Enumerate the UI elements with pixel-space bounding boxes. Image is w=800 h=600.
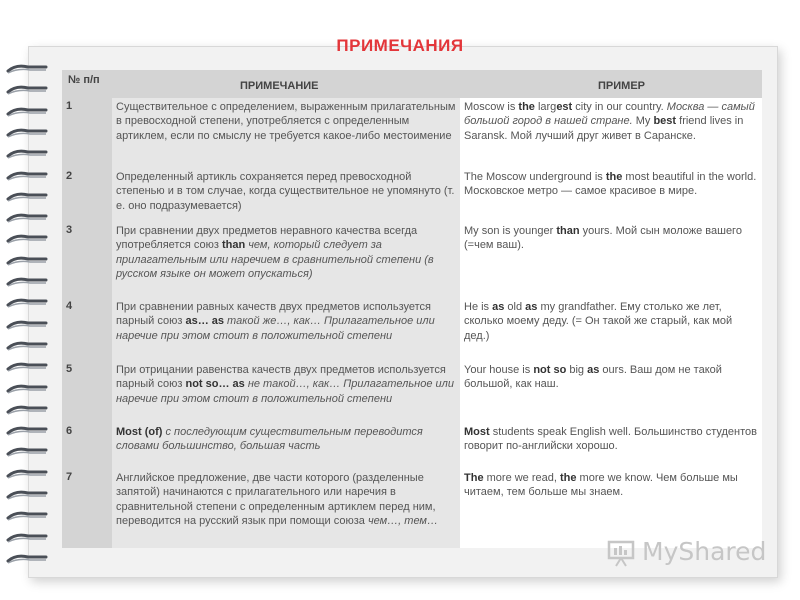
text-run: as [587, 364, 600, 376]
table-row [62, 98, 762, 168]
note-text [116, 471, 456, 529]
text-run: ours. Ваш дом не такой большой, как наш. [464, 364, 722, 391]
note-text [116, 300, 456, 343]
watermark-text: MyShared [642, 537, 767, 566]
text-run: students speak English well. Большинство студентов говорит по-английски хорошо. [464, 426, 757, 453]
text-run: The [464, 472, 484, 484]
note-text [116, 100, 456, 143]
text-run: Most (of) [116, 426, 163, 438]
spiral-ring [6, 275, 48, 287]
spiral-ring [6, 403, 48, 415]
note-text [116, 170, 456, 213]
cell-num [62, 298, 112, 361]
table-row [62, 298, 762, 361]
note-text [116, 224, 456, 282]
spiral-ring [6, 552, 48, 564]
spiral-ring [6, 296, 48, 308]
row-number: 3 [66, 224, 73, 236]
spiral-ring [6, 445, 48, 457]
text-run: my grandfather. Ему столько же лет, сколько моему деду. (= Он такой же старый, как мой дед.) [464, 301, 733, 342]
text-run: not so… as [185, 378, 245, 391]
cell-note [112, 168, 460, 222]
spiral-ring [6, 254, 48, 266]
cell-num [62, 98, 112, 168]
spiral-ring [6, 83, 48, 95]
row-number: 1 [66, 100, 73, 112]
text-run: Moscow is [464, 101, 519, 113]
watermark [606, 535, 768, 571]
text-run: city in our country. [572, 101, 667, 113]
cell-note [112, 298, 460, 361]
row-number: 6 [66, 425, 73, 437]
text-run: He is [464, 301, 493, 313]
cell-note [112, 361, 460, 423]
text-run: more we know. Чем больше мы читаем, тем больше мы знаем. [464, 472, 738, 499]
text-run: the [518, 101, 535, 113]
table-row [62, 222, 762, 298]
spiral-ring [6, 105, 48, 117]
text-run: not so [533, 364, 567, 376]
row-number: 5 [66, 363, 73, 375]
spiral-ring [6, 467, 48, 479]
text-run: чем…, тем… [367, 515, 438, 528]
example-text [464, 471, 758, 500]
text-run: чем, который следует за прилагательным или наречием в сравнительной степени (в русском языке он может опускаться) [116, 239, 434, 281]
cell-num [62, 361, 112, 423]
cell-example [460, 298, 762, 361]
text-run: Москва — самый большой город в нашей стране. [464, 101, 755, 128]
cell-example [460, 98, 762, 168]
text-run: При сравнении двух предметов неравного качества всегда употребляется союз [116, 225, 418, 252]
text-run: такой же…, как… Прилагательное или наречие при этом стоит в положительной степени [116, 315, 435, 342]
spiral-ring [6, 424, 48, 436]
text-run: as… as [185, 315, 224, 328]
example-text [464, 170, 758, 199]
cell-example [460, 361, 762, 423]
example-text [464, 100, 758, 143]
text-run: yours. Мой сын моложе вашего (=чем ваш). [464, 225, 742, 252]
text-run: friend lives in Saransk. Мой лучший друг живет в Саранске. [464, 115, 744, 142]
text-run: the [605, 171, 623, 183]
text-run: Существительное с определением, выраженным прилагательным в превосходной степени, употребляется с определенным артиклем, если по смыслу не требуется какое-либо местоимение [116, 101, 456, 142]
spiral-ring [6, 232, 48, 244]
text-run: My son is younger [464, 225, 557, 237]
text-run: My [632, 115, 654, 128]
text-run: Your house is [464, 364, 534, 376]
text-run: more we read, [483, 472, 560, 484]
cell-example [460, 423, 762, 469]
text-run: most beautiful in the world. Московское метро — самое красивое в мире. [464, 171, 757, 198]
table-row [62, 168, 762, 222]
cell-example [460, 222, 762, 298]
table-row [62, 423, 762, 469]
table-header [62, 70, 762, 98]
example-text [464, 300, 758, 343]
text-run: as [525, 301, 538, 313]
spiral-ring [6, 339, 48, 351]
spiral-ring [6, 126, 48, 138]
example-text [464, 425, 758, 454]
text-run: big [566, 364, 588, 376]
text-run: Определенный артикль сохраняется перед превосходной степенью и в том случае, когда существительное не упомянуто (т. е. оно подразумевается) [116, 171, 455, 212]
page-title: ПРИМЕЧАНИЯ [336, 36, 464, 55]
presentation-board-icon [606, 539, 636, 567]
row-number: 2 [66, 170, 73, 182]
spiral-ring [6, 488, 48, 500]
header-note: ПРИМЕЧАНИЕ [240, 80, 319, 92]
spiral-binding [6, 62, 50, 582]
example-text [464, 363, 758, 392]
text-run: as [492, 301, 505, 313]
spiral-ring [6, 382, 48, 394]
cell-num [62, 168, 112, 222]
spiral-ring [6, 509, 48, 521]
cell-example [460, 168, 762, 222]
text-run: than [221, 239, 246, 252]
cell-num [62, 222, 112, 298]
text-run: est [556, 101, 573, 113]
cell-note [112, 98, 460, 168]
cell-note [112, 423, 460, 469]
header-example: ПРИМЕР [598, 80, 645, 92]
text-run: the [559, 472, 577, 484]
spiral-ring [6, 318, 48, 330]
spiral-ring [6, 360, 48, 372]
cell-note [112, 469, 460, 548]
text-run: При сравнении равных качеств двух предметов используется парный союз [116, 301, 431, 328]
spiral-ring [6, 211, 48, 223]
text-run: than [556, 225, 580, 237]
text-run: Most [464, 426, 490, 438]
text-run: Английское предложение, две части которого (разделенные запятой) начинаются с прилагательного или наречия в сравнительной степени с определенным артиклем перед ним, переводится на русский язык при помощи союза [116, 472, 436, 528]
text-run: larg [534, 101, 557, 113]
spiral-ring [6, 147, 48, 159]
text-run: При отрицании равенства качеств двух предметов используется парный союз [116, 364, 446, 391]
text-run: The Moscow underground is [464, 171, 606, 183]
spiral-ring [6, 190, 48, 202]
text-run: с последующим существительным переводится словами большинство, большая часть [116, 426, 423, 453]
cell-num [62, 469, 112, 548]
note-text [116, 425, 456, 454]
spiral-ring [6, 62, 48, 74]
cell-num [62, 423, 112, 469]
row-number: 4 [66, 300, 73, 312]
text-run: не такой…, как… Прилагательное или наречие при этом стоит в положительной степени [116, 378, 454, 405]
row-number: 7 [66, 471, 73, 483]
text-run: best [653, 115, 677, 128]
spiral-ring [6, 531, 48, 543]
note-text [116, 363, 456, 406]
spiral-ring [6, 169, 48, 181]
text-run: old [504, 301, 526, 313]
table-row [62, 361, 762, 423]
header-num: № п/п [68, 74, 100, 86]
example-text [464, 224, 758, 253]
cell-note [112, 222, 460, 298]
